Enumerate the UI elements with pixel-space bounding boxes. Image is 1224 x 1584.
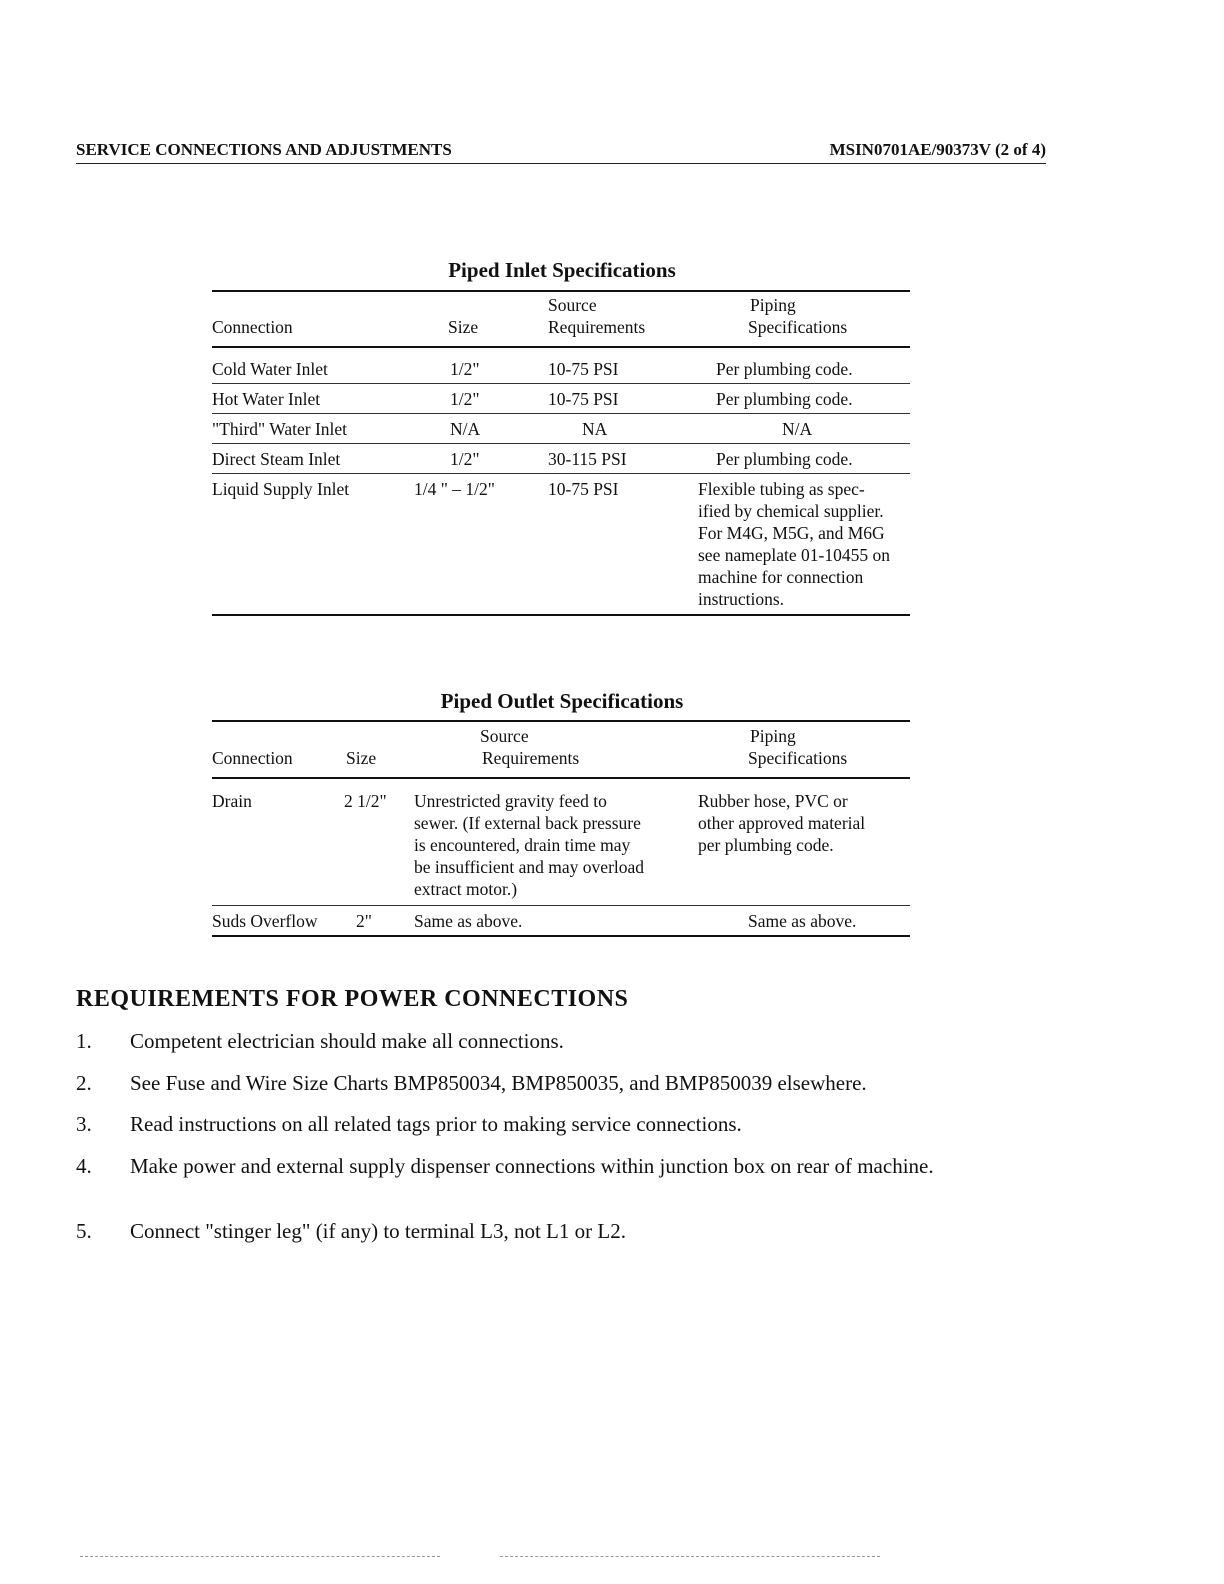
outlet-row-1-source [414,790,694,900]
outlet-header-source-1: Source [480,726,529,746]
outlet-row-1-piping [698,790,908,856]
outlet-header-rule [212,777,910,779]
piping-line: machine for connection [698,567,864,587]
piping-line: see nameplate 01-10455 on [698,545,890,565]
page-header [76,140,1046,164]
requirement-number: 2. [76,1071,92,1095]
source-line: sewer. (If external back pressure [414,813,641,833]
inlet-row-2-size: 1/2" [450,389,480,409]
piping-line: instructions. [698,589,785,609]
inlet-row-5-size: 1/4 " – 1/2" [414,479,495,499]
inlet-row-divider [212,383,910,384]
outlet-table-title: Piped Outlet Specifications [440,689,684,713]
inlet-row-1-size: 1/2" [450,359,480,379]
inlet-row-5-piping [698,478,923,610]
inlet-row-4-source: 30-115 PSI [548,449,627,469]
inlet-row-2-connection: Hot Water Inlet [212,389,321,409]
outlet-row-2-size: 2" [356,911,372,931]
inlet-row-4-connection: Direct Steam Inlet [212,449,341,469]
outlet-row-divider [212,905,910,906]
inlet-row-2-piping: Per plumbing code. [716,389,853,409]
inlet-row-4-piping: Per plumbing code. [716,449,853,469]
outlet-header-size: Size [346,748,377,768]
outlet-header-connection: Connection [212,748,293,768]
inlet-row-3-piping: N/A [782,419,813,439]
scan-artifact-line [500,1556,880,1557]
header-title: SERVICE CONNECTIONS AND ADJUSTMENTS [76,140,452,159]
outlet-header-piping-2: Specifications [748,748,848,768]
inlet-row-3-connection: "Third" Water Inlet [212,419,348,439]
source-line: extract motor.) [414,879,518,899]
source-line: is encountered, drain time may [414,835,631,855]
inlet-row-1-connection: Cold Water Inlet [212,359,328,379]
requirement-text: Read instructions on all related tags prior to making service connections. [130,1112,742,1136]
inlet-row-4-size: 1/2" [450,449,480,469]
inlet-header-size: Size [448,317,479,337]
requirement-text: Connect "stinger leg" (if any) to terminal L3, not L1 or L2. [130,1219,626,1243]
outlet-header-piping-1: Piping [750,726,796,746]
inlet-header-piping-2: Specifications [748,317,848,337]
inlet-row-1-source: 10-75 PSI [548,359,619,379]
source-line: be insufficient and may overload [414,857,645,877]
source-line: Unrestricted gravity feed to [414,791,607,811]
outlet-table-bottom-rule [212,935,910,937]
inlet-header-rule [212,346,910,348]
inlet-row-1-piping: Per plumbing code. [716,359,853,379]
piping-line: Rubber hose, PVC or [698,791,848,811]
piping-line: Flexible tubing as spec- [698,479,865,499]
header-doc-number: MSIN0701AE/90373V (2 of 4) [829,140,1046,159]
requirement-number: 1. [76,1029,92,1053]
outlet-row-1-connection: Drain [212,791,252,811]
inlet-row-2-source: 10-75 PSI [548,389,619,409]
inlet-header-piping-1: Piping [750,295,796,315]
outlet-row-2-connection: Suds Overflow [212,911,318,931]
inlet-row-3-source: NA [582,419,608,439]
inlet-header-source-1: Source [548,295,597,315]
piping-line: other approved material [698,813,866,833]
requirement-text: Competent electrician should make all connections. [130,1029,564,1053]
inlet-row-divider [212,443,910,444]
inlet-header-connection: Connection [212,317,293,337]
requirement-number: 4. [76,1154,92,1178]
outlet-row-1-size: 2 1/2" [344,791,387,811]
scan-artifact-line [80,1556,440,1557]
inlet-header-source-2: Requirements [548,317,646,337]
piping-line: ified by chemical supplier. [698,501,884,521]
requirement-text: Make power and external supply dispenser connections within junction box on rear of machine. [130,1154,934,1178]
inlet-table-title: Piped Inlet Specifications [448,258,676,282]
requirement-text: See Fuse and Wire Size Charts BMP850034, BMP850035, and BMP850039 elsewhere. [130,1071,867,1095]
outlet-header-source-2: Requirements [482,748,580,768]
inlet-row-5-connection: Liquid Supply Inlet [212,479,350,499]
piping-line: per plumbing code. [698,835,834,855]
inlet-table-top-rule [212,290,910,292]
requirement-number: 5. [76,1219,92,1243]
piping-line: For M4G, M5G, and M6G [698,523,885,543]
inlet-row-divider [212,473,910,474]
inlet-row-divider [212,413,910,414]
inlet-row-3-size: N/A [450,419,481,439]
power-requirements-heading: REQUIREMENTS FOR POWER CONNECTIONS [76,986,629,1012]
outlet-table-top-rule [212,720,910,722]
outlet-row-2-source: Same as above. [414,911,523,931]
inlet-row-5-source: 10-75 PSI [548,479,619,499]
inlet-table-bottom-rule [212,614,910,616]
outlet-row-2-piping: Same as above. [748,911,857,931]
requirement-number: 3. [76,1112,92,1136]
